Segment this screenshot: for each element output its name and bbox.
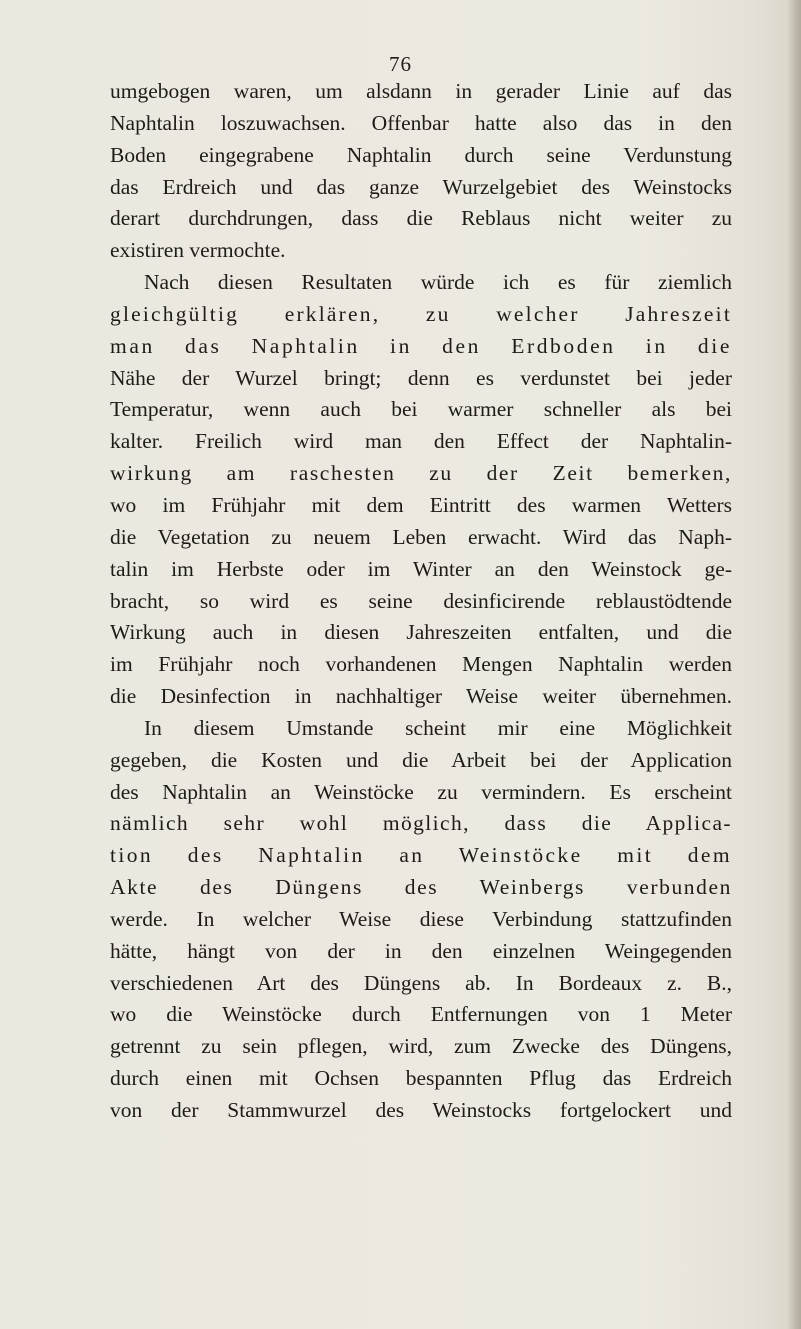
text-line: hätte, hängt von der in den einzelnen Weingegenden xyxy=(110,938,732,963)
text-line: Temperatur, wenn auch bei warmer schneller als bei xyxy=(110,397,732,422)
text-line: In diesem Umstande scheint mir eine Möglichkeit xyxy=(144,715,732,740)
text-line: derart durchdrungen, dass die Reblaus nicht weiter zu xyxy=(110,206,732,231)
text-line: wirkung am raschesten zu der Zeit bemerken, xyxy=(110,461,732,486)
text-line: man das Naphtalin in den Erdboden in die xyxy=(110,333,732,358)
text-line: verschiedenen Art des Düngens ab. In Bordeaux z. B., xyxy=(110,970,732,995)
text-line: wo die Weinstöcke durch Entfernungen von 1 Meter xyxy=(110,1002,732,1027)
text-line: das Erdreich und das ganze Wurzelgebiet des Weinstocks xyxy=(110,174,732,199)
text-line: bracht, so wird es seine desinficirende reblaustödtende xyxy=(110,588,732,613)
text-line: Akte des Düngens des Weinbergs verbunden xyxy=(110,875,732,900)
text-line: gegeben, die Kosten und die Arbeit bei der Application xyxy=(110,747,732,772)
text-line: von der Stammwurzel des Weinstocks fortgelockert und xyxy=(110,1098,732,1122)
text-line: wo im Frühjahr mit dem Eintritt des warmen Wetters xyxy=(110,492,732,517)
text-line: existiren vermochte. xyxy=(110,238,286,263)
text-line: getrennt zu sein pflegen, wird, zum Zwecke des Düngens, xyxy=(110,1034,732,1059)
text-line: talin im Herbste oder im Winter an den Weinstock ge- xyxy=(110,556,732,581)
text-line: durch einen mit Ochsen bespannten Pflug das Erdreich xyxy=(110,1066,732,1091)
body-text xyxy=(110,76,732,1127)
text-line: gleichgültig erklären, zu welcher Jahreszeit xyxy=(110,301,732,326)
text-line: Boden eingegrabene Naphtalin durch seine Verdunstung xyxy=(110,142,732,167)
page-number: 76 xyxy=(389,52,412,76)
text-line: tion des Naphtalin an Weinstöcke mit dem xyxy=(110,843,732,868)
text-line: im Frühjahr noch vorhandenen Mengen Naphtalin werden xyxy=(110,652,732,677)
text-line: die Desinfection in nachhaltiger Weise weiter übernehmen. xyxy=(110,684,732,709)
text-line: kalter. Freilich wird man den Effect der Naphtalin- xyxy=(110,429,732,454)
text-line: Naphtalin loszuwachsen. Offenbar hatte also das in den xyxy=(110,110,732,135)
text-line: des Naphtalin an Weinstöcke zu vermindern. Es erscheint xyxy=(110,779,732,804)
text-line: Nach diesen Resultaten würde ich es für ziemlich xyxy=(144,270,732,295)
text-line: umgebogen waren, um alsdann in gerader Linie auf das xyxy=(110,79,732,103)
text-line: die Vegetation zu neuem Leben erwacht. Wird das Naph- xyxy=(110,524,732,549)
text-line: nämlich sehr wohl möglich, dass die Applica- xyxy=(110,811,732,836)
text-line: Wirkung auch in diesen Jahreszeiten entfalten, und die xyxy=(110,620,732,645)
text-line: Nähe der Wurzel bringt; denn es verdunstet bei jeder xyxy=(110,365,732,390)
page-edge-shadow xyxy=(787,0,801,1329)
text-line: werde. In welcher Weise diese Verbindung stattzufinden xyxy=(110,906,732,931)
